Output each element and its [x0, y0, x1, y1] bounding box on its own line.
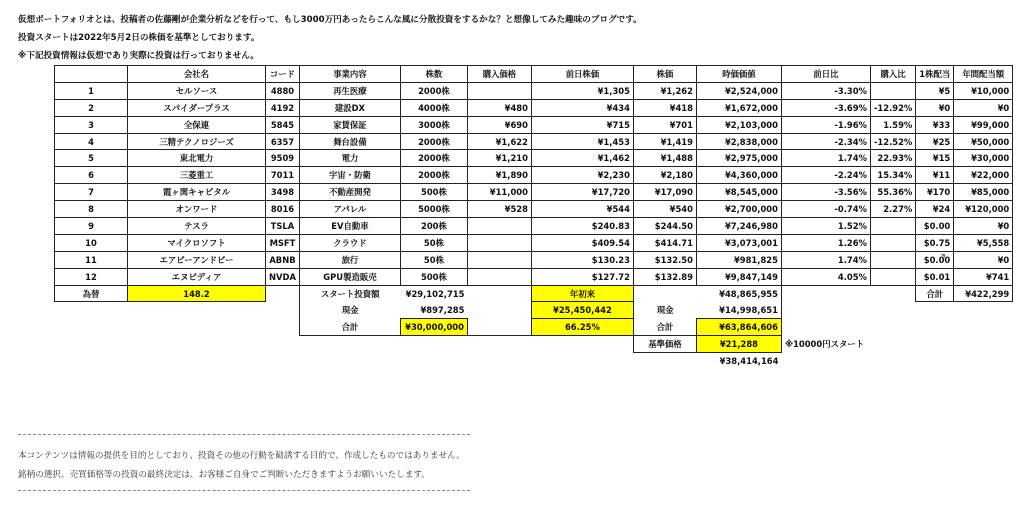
cell-index: 6 — [55, 167, 128, 184]
cell-dividend: ¥25 — [916, 133, 954, 150]
intro-line-3: ※下記投資情報は仮想であり実際に投資は行っておりません。 — [18, 51, 259, 61]
cell-purchase-change — [870, 234, 915, 251]
cell-day-change: -1.96% — [781, 116, 870, 133]
cell-index: 10 — [55, 234, 128, 251]
cell-code: 3498 — [266, 184, 300, 201]
cell-market-value: ¥2,975,000 — [696, 150, 781, 167]
start-investment-value: ¥29,102,715 — [400, 285, 467, 302]
cell-business: EV自動車 — [299, 218, 400, 235]
total2-label: 合計 — [633, 319, 696, 336]
cell-purchase-change: 15.34% — [870, 167, 915, 184]
market-total-value: ¥48,865,955 — [696, 285, 781, 302]
cell-shares: 50株 — [400, 234, 467, 251]
cell-purchase-price: ¥690 — [467, 116, 531, 133]
cell-annual-dividend: ¥0 — [954, 99, 1013, 116]
cell-company: エアビーアンドビー — [128, 251, 266, 268]
cell-price: $414.71 — [633, 234, 696, 251]
cell-index: 9 — [55, 218, 128, 235]
cell-shares: 50株 — [400, 251, 467, 268]
cell-purchase-change — [870, 268, 915, 285]
header-index — [55, 66, 128, 83]
cell-purchase-change: 2.27% — [870, 201, 915, 218]
cell-company: オンワード — [128, 201, 266, 218]
cell-dividend: $0.00 — [916, 218, 954, 235]
table-row — [55, 234, 1013, 251]
cell-company: 三菱重工 — [128, 167, 266, 184]
disclaimer-line-1: 本コンテンツは情報の提供を目的としており、投資その他の行動を勧誘する目的で、作成したものではありません。 — [18, 451, 465, 461]
cell-annual-dividend: ¥99,000 — [954, 116, 1013, 133]
cell-company: 全保連 — [128, 116, 266, 133]
cell-day-change: 1.52% — [781, 218, 870, 235]
cell-business: 舞台設備 — [299, 133, 400, 150]
cell-shares: 2000株 — [400, 150, 467, 167]
cell-shares: 500株 — [400, 184, 467, 201]
cell-price: $132.89 — [633, 268, 696, 285]
cell-price: $132.50 — [633, 251, 696, 268]
cell-index: 11 — [55, 251, 128, 268]
cell-purchase-price — [467, 251, 531, 268]
cell-company: エヌビディア — [128, 268, 266, 285]
cell-day-change: -3.56% — [781, 184, 870, 201]
cell-prev-price: ¥544 — [531, 201, 633, 218]
cell-business: クラウド — [299, 234, 400, 251]
cell-market-value: ¥2,700,000 — [696, 201, 781, 218]
cell-dividend: ¥0 — [916, 99, 954, 116]
cell-code: 5845 — [266, 116, 300, 133]
cell-market-value: ¥2,524,000 — [696, 82, 781, 99]
cell-purchase-change: 55.36% — [870, 184, 915, 201]
header-day-change: 前日比 — [781, 66, 870, 83]
cell-code: TSLA — [266, 218, 300, 235]
cell-dividend: ¥5 — [916, 82, 954, 99]
table-row — [55, 167, 1013, 184]
header-dividend: 1株配当 — [916, 66, 954, 83]
summary-row-4 — [55, 336, 1013, 353]
cell-shares: 2000株 — [400, 167, 467, 184]
cell-purchase-price: ¥528 — [467, 201, 531, 218]
cell-company: 三精テクノロジーズ — [128, 133, 266, 150]
cell-day-change: 1.74% — [781, 150, 870, 167]
table-header-row — [55, 66, 1013, 83]
cell-shares: 200株 — [400, 218, 467, 235]
cell-price: ¥2,180 — [633, 167, 696, 184]
cell-day-change: 1.74% — [781, 251, 870, 268]
cell-company: 霞ヶ関キャピタル — [128, 184, 266, 201]
cell-purchase-price — [467, 218, 531, 235]
cell-purchase-change — [870, 218, 915, 235]
cell-dividend: $0.75 — [916, 234, 954, 251]
cell-dividend: ¥24 — [916, 201, 954, 218]
cell-prev-price: ¥2,230 — [531, 167, 633, 184]
table-row — [55, 268, 1013, 285]
cell-business: GPU製造販売 — [299, 268, 400, 285]
portfolio-table — [54, 65, 1013, 370]
cell-price: ¥701 — [633, 116, 696, 133]
cell-prev-price: ¥434 — [531, 99, 633, 116]
cell-company: セルソース — [128, 82, 266, 99]
cell-day-change: -2.24% — [781, 167, 870, 184]
cash2-value: ¥14,998,651 — [719, 305, 778, 316]
cell-day-change: 4.05% — [781, 268, 870, 285]
cell-price: ¥1,262 — [633, 82, 696, 99]
cell-purchase-change: -12.52% — [870, 133, 915, 150]
cell-purchase-price — [467, 268, 531, 285]
cell-annual-dividend: ¥0 — [954, 251, 1013, 268]
cell-price: ¥418 — [633, 99, 696, 116]
header-shares: 株数 — [400, 66, 467, 83]
cell-prev-price: ¥715 — [531, 116, 633, 133]
cell-annual-dividend: ¥10,000 — [954, 82, 1013, 99]
intro-line-2: 投資スタートは2022年5月2日の株価を基準としております。 — [18, 33, 260, 43]
cell-index: 4 — [55, 133, 128, 150]
cell-purchase-price: ¥1,890 — [467, 167, 531, 184]
cell-dividend: ¥33 — [916, 116, 954, 133]
table-row — [55, 251, 1013, 268]
cell-purchase-price: ¥11,000 — [467, 184, 531, 201]
header-market-value: 時価価値 — [696, 66, 781, 83]
table-body — [55, 66, 1013, 286]
cell-dividend: $0.00 — [916, 251, 954, 268]
cell-day-change: 1.26% — [781, 234, 870, 251]
cell-prev-price: $240.83 — [531, 218, 633, 235]
cell-price: ¥17,090 — [633, 184, 696, 201]
summary-row-3 — [55, 319, 1013, 336]
cell-day-change: -3.69% — [781, 99, 870, 116]
cell-business: 建設DX — [299, 99, 400, 116]
cell-shares: 2000株 — [400, 82, 467, 99]
cell-shares: 2000株 — [400, 133, 467, 150]
cell-shares: 500株 — [400, 268, 467, 285]
cell-prev-price: $130.23 — [531, 251, 633, 268]
cell-code: 6357 — [266, 133, 300, 150]
disclaimer-line-2: 銘柄の選択、売買価格等の投資の最終決定は、お客様ご自身でご判断いただきますようお願いいたします。 — [18, 470, 430, 480]
cell-shares: 4000株 — [400, 99, 467, 116]
base-price-note: ※10000円スタート — [784, 339, 865, 350]
header-annual-dividend: 年間配当額 — [954, 66, 1013, 83]
cell-annual-dividend: ¥22,000 — [954, 167, 1013, 184]
header-purchase-change: 購入比 — [870, 66, 915, 83]
cell-market-value: ¥981,825 — [696, 251, 781, 268]
cell-price: ¥1,488 — [633, 150, 696, 167]
divider-bottom — [18, 490, 470, 491]
cell-market-value: ¥1,672,000 — [696, 99, 781, 116]
header-prev-price: 前日株価 — [531, 66, 633, 83]
cell-business: 電力 — [299, 150, 400, 167]
cell-code: ABNB — [266, 251, 300, 268]
cell-business: 宇宙・防衛 — [299, 167, 400, 184]
cell-shares: 5000株 — [400, 201, 467, 218]
cell-day-change: -2.34% — [781, 133, 870, 150]
ytd-percent: 66.25% — [531, 319, 633, 336]
cell-business: 不動産開発 — [299, 184, 400, 201]
cell-annual-dividend: ¥741 — [954, 268, 1013, 285]
cell-purchase-change — [870, 251, 915, 268]
summary-row-5 — [55, 353, 1013, 370]
dividend-total-value: ¥422,299 — [954, 285, 1013, 302]
cash-value: ¥897,285 — [420, 305, 465, 316]
cell-price: $244.50 — [633, 218, 696, 235]
ytd-value: ¥25,450,442 — [531, 302, 633, 319]
cash2-label: 現金 — [656, 305, 674, 316]
table-row — [55, 201, 1013, 218]
cell-prev-price: $409.54 — [531, 234, 633, 251]
cell-purchase-change: 22.93% — [870, 150, 915, 167]
cell-day-change: -3.30% — [781, 82, 870, 99]
cell-dividend: ¥170 — [916, 184, 954, 201]
comment-marker-icon[interactable] — [941, 254, 945, 258]
header-company: 会社名 — [128, 66, 266, 83]
cell-purchase-price: ¥1,622 — [467, 133, 531, 150]
fx-value: 148.2 — [128, 285, 266, 302]
table-row — [55, 133, 1013, 150]
table-row — [55, 82, 1013, 99]
cell-business: 再生医療 — [299, 82, 400, 99]
header-purchase-price: 購入価格 — [467, 66, 531, 83]
cell-annual-dividend: ¥50,000 — [954, 133, 1013, 150]
table-row — [55, 150, 1013, 167]
divider-top — [18, 434, 470, 435]
total-label: 合計 — [299, 319, 400, 336]
cell-market-value: ¥8,545,000 — [696, 184, 781, 201]
cell-price: ¥1,419 — [633, 133, 696, 150]
cell-prev-price: ¥1,305 — [531, 82, 633, 99]
cell-company: スパイダープラス — [128, 99, 266, 116]
table-row — [55, 184, 1013, 201]
cell-code: MSFT — [266, 234, 300, 251]
cell-index: 5 — [55, 150, 128, 167]
cell-market-value: ¥7,246,980 — [696, 218, 781, 235]
cell-company: テスラ — [128, 218, 266, 235]
cell-market-value: ¥3,073,001 — [696, 234, 781, 251]
cell-annual-dividend: ¥30,000 — [954, 150, 1013, 167]
cell-company: マイクロソフト — [128, 234, 266, 251]
header-business: 事業内容 — [299, 66, 400, 83]
cell-code: 8016 — [266, 201, 300, 218]
header-code: コード — [266, 66, 300, 83]
start-investment-label: スタート投資額 — [299, 285, 400, 302]
cell-day-change: -0.74% — [781, 201, 870, 218]
cell-purchase-price: ¥480 — [467, 99, 531, 116]
total2-value: ¥63,864,606 — [696, 319, 781, 336]
base-price-value: ¥21,288 — [696, 336, 781, 353]
base-price-label: 基準価格 — [633, 336, 696, 353]
cell-prev-price: ¥1,453 — [531, 133, 633, 150]
cell-business: アパレル — [299, 201, 400, 218]
cell-annual-dividend: ¥5,558 — [954, 234, 1013, 251]
cell-company: 東北電力 — [128, 150, 266, 167]
cash-label: 現金 — [299, 302, 400, 319]
cell-shares: 3000株 — [400, 116, 467, 133]
cell-purchase-change: -12.92% — [870, 99, 915, 116]
cell-dividend: $0.01 — [916, 268, 954, 285]
fx-label: 為替 — [55, 285, 128, 302]
cell-dividend: ¥11 — [916, 167, 954, 184]
cell-business: 旅行 — [299, 251, 400, 268]
cell-annual-dividend: ¥0 — [954, 218, 1013, 235]
cell-purchase-price — [467, 82, 531, 99]
cell-market-value: ¥2,103,000 — [696, 116, 781, 133]
cell-prev-price: ¥17,720 — [531, 184, 633, 201]
cell-index: 3 — [55, 116, 128, 133]
table-row — [55, 116, 1013, 133]
cell-prev-price: $127.72 — [531, 268, 633, 285]
cell-index: 8 — [55, 201, 128, 218]
summary-row-2 — [55, 302, 1013, 319]
table-row — [55, 99, 1013, 116]
cell-purchase-change — [870, 82, 915, 99]
cell-market-value: ¥4,360,000 — [696, 167, 781, 184]
cell-dividend: ¥15 — [916, 150, 954, 167]
cell-purchase-change: 1.59% — [870, 116, 915, 133]
cell-index: 12 — [55, 268, 128, 285]
cell-annual-dividend: ¥120,000 — [954, 201, 1013, 218]
cell-price: ¥540 — [633, 201, 696, 218]
summary-section — [55, 285, 1013, 369]
cell-market-value: ¥9,847,149 — [696, 268, 781, 285]
dividend-total-label: 合計 — [916, 285, 954, 302]
cell-business: 家賃保証 — [299, 116, 400, 133]
extra-value: ¥38,414,164 — [719, 356, 779, 367]
cell-prev-price: ¥1,462 — [531, 150, 633, 167]
header-price: 株価 — [633, 66, 696, 83]
cell-annual-dividend: ¥85,000 — [954, 184, 1013, 201]
table-row — [55, 218, 1013, 235]
ytd-label: 年初来 — [531, 285, 633, 302]
cell-purchase-price: ¥1,210 — [467, 150, 531, 167]
cell-code: 7011 — [266, 167, 300, 184]
cell-code: 4192 — [266, 99, 300, 116]
cell-index: 2 — [55, 99, 128, 116]
cell-code: 9509 — [266, 150, 300, 167]
cell-code: 4880 — [266, 82, 300, 99]
cell-market-value: ¥2,838,000 — [696, 133, 781, 150]
total-value: ¥30,000,000 — [400, 319, 467, 336]
cell-index: 7 — [55, 184, 128, 201]
cell-code: NVDA — [266, 268, 300, 285]
summary-row-1 — [55, 285, 1013, 302]
intro-line-1: 仮想ポートフォリオとは、投稿者の佐藤剛が企業分析などを行って、もし3000万円あったらこんな風に分散投資をするかな？と想像してみた趣味のブログです。 — [18, 15, 642, 25]
cell-purchase-price — [467, 234, 531, 251]
cell-index: 1 — [55, 82, 128, 99]
